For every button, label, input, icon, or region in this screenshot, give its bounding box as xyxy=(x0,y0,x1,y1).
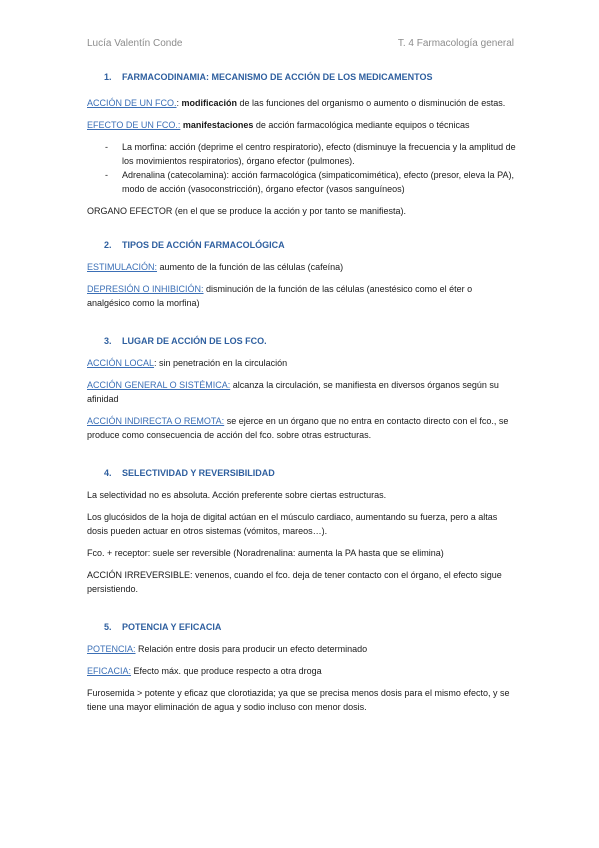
section-heading: 1. FARMACODINAMIA: MECANISMO DE ACCIÓN DE LOS MEDICAMENTOS xyxy=(104,72,433,82)
definition: ACCIÓN DE UN FCO.: modificación de las funciones del organismo o aumento o disminución de estas. xyxy=(87,98,506,108)
definition: EFICACIA: Efecto máx. que produce respecto a otra droga xyxy=(87,666,322,676)
examples-list xyxy=(87,140,517,196)
paragraph: ACCIÓN IRREVERSIBLE: venenos, cuando el fco. deja de tener contacto con el órgano, el efecto sigue persistiendo. xyxy=(87,570,502,594)
paragraph: ORGANO EFECTOR (en el que se produce la acción y por tanto se manifiesta). xyxy=(87,206,406,216)
definition: DEPRESIÓN O INHIBICIÓN: disminución de la función de las células (anestésico como el éter o analgésico como la morfina) xyxy=(87,284,473,308)
section-heading: 4. SELECTIVIDAD Y REVERSIBILIDAD xyxy=(104,468,275,478)
paragraph: Furosemida > potente y eficaz que clorotiazida; ya que se precisa menos dosis para el mismo efecto, y se tiene una mayor eliminación de agua y sodio incluso con menor dosis. xyxy=(87,688,510,712)
paragraph: La selectividad no es absoluta. Acción preferente sobre ciertas estructuras. xyxy=(87,490,387,500)
definition: ACCIÓN GENERAL O SISTÉMICA: alcanza la circulación, se manifiesta en diversos órganos según su afinidad xyxy=(87,380,499,404)
paragraph: Los glucósidos de la hoja de digital actúan en el músculo cardiaco, aumentando su fuerza, pero a altas dosis pueden actuar en otros sistemas (vómitos, mareos…). xyxy=(87,512,498,536)
section-heading: 5. POTENCIA Y EFICACIA xyxy=(104,622,222,632)
page-header xyxy=(87,38,514,52)
section-heading: 2. TIPOS DE ACCIÓN FARMACOLÓGICA xyxy=(104,240,285,250)
definition: POTENCIA: Relación entre dosis para producir un efecto determinado xyxy=(87,644,368,654)
definition: ESTIMULACIÓN: aumento de la función de las células (cafeína) xyxy=(87,262,344,272)
list-item: - La morfina: acción (deprime el centro respiratorio), efecto (disminuye la frecuencia y la amplitud de los movimientos respiratorios), órgano efector (pulmones). xyxy=(87,140,517,168)
paragraph: Fco. + receptor: suele ser reversible (Noradrenalina: aumenta la PA hasta que se elimina) xyxy=(87,548,444,558)
document-topic: T. 4 Farmacología general xyxy=(397,38,514,49)
section-heading: 3. LUGAR DE ACCIÓN DE LOS FCO. xyxy=(104,336,267,346)
list-item: - Adrenalina (catecolamina): acción farmacológica (simpaticomimética), efecto (presor, eleva la PA), modo de acción (vasoconstricción), órgano efector (vasos sanguíneos) xyxy=(87,168,517,196)
author-name: Lucía Valentín Conde xyxy=(87,38,183,49)
definition: ACCIÓN INDIRECTA O REMOTA: se ejerce en un órgano que no entra en contacto directo con el fco., se produce como consecuencia de acción del fco. sobre otras estructuras. xyxy=(87,416,509,440)
document-body xyxy=(87,70,517,714)
definition: EFECTO DE UN FCO.: manifestaciones de acción farmacológica mediante equipos o técnicas xyxy=(87,120,470,130)
definition: ACCIÓN LOCAL: sin penetración en la circulación xyxy=(87,358,288,368)
